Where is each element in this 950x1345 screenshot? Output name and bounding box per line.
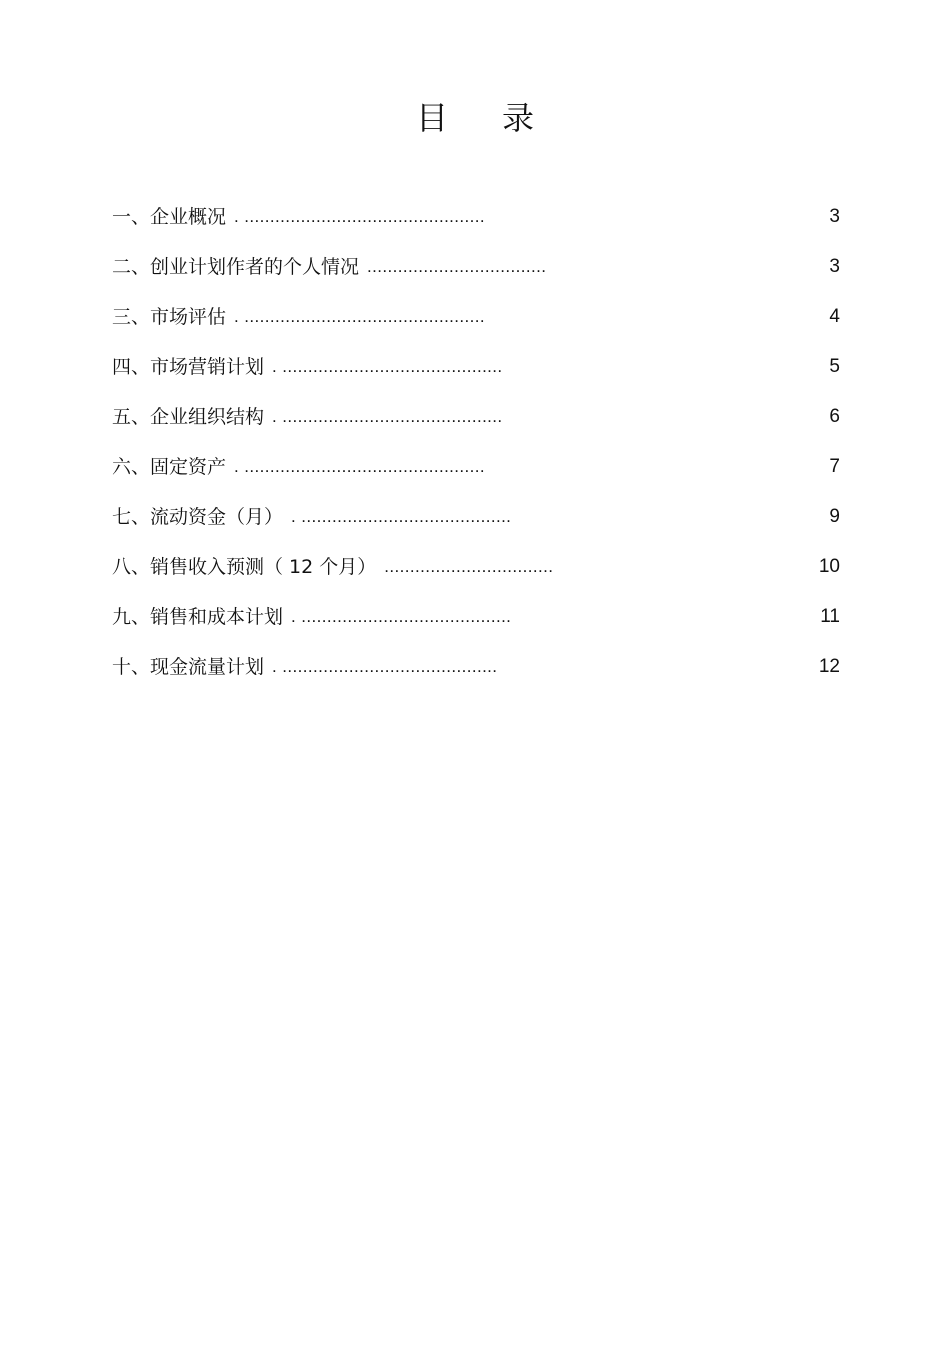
toc-entry-10[interactable]: [112, 650, 840, 700]
toc-entry-label: 十、现金流量计划: [112, 656, 265, 678]
toc-dot-leader: . ...............................................: [234, 457, 486, 476]
toc-page-number: 5: [829, 356, 840, 377]
toc-dot-leader: . ...............................................: [234, 207, 486, 226]
title-char-2: 录: [502, 99, 535, 137]
toc-page-number: 3: [829, 206, 840, 227]
toc-page-number: 10: [818, 556, 840, 577]
toc-entry-label: 七、流动资金（月）: [112, 506, 284, 528]
page-title: [0, 96, 950, 140]
toc-entry-label: 九、销售和成本计划: [112, 606, 284, 628]
toc-entry-3[interactable]: [112, 300, 840, 350]
toc-entry-9[interactable]: [112, 600, 840, 650]
title-char-1: 目: [415, 99, 448, 137]
toc-dot-leader: . ...............................................: [234, 307, 486, 326]
toc-dot-leader: . .........................................: [291, 607, 512, 626]
toc-entry-label: 六、固定资产: [112, 456, 227, 478]
toc-entry-8[interactable]: [112, 550, 840, 600]
toc-dot-leader: . .........................................: [291, 507, 512, 526]
toc-dot-leader: . ..........................................: [272, 657, 498, 676]
toc-entry-6[interactable]: [112, 450, 840, 500]
toc-entry-1[interactable]: [112, 200, 840, 250]
toc-page-number: 6: [829, 406, 840, 427]
toc-page-number: 9: [829, 506, 840, 527]
toc-page-number: 3: [829, 256, 840, 277]
toc-page-number: 11: [820, 606, 840, 627]
toc-page-number: 7: [829, 456, 840, 477]
toc-entry-label: 三、市场评估: [112, 306, 227, 328]
toc-entry-label: 八、销售收入预测（ 12 个月）: [112, 556, 377, 578]
toc-entry-2[interactable]: [112, 250, 840, 300]
table-of-contents: [112, 200, 840, 700]
toc-dot-leader: .................................: [384, 557, 554, 576]
toc-page-number: 12: [818, 656, 840, 677]
toc-page-number: 4: [829, 306, 840, 327]
toc-entry-4[interactable]: [112, 350, 840, 400]
toc-entry-7[interactable]: [112, 500, 840, 550]
toc-entry-label: 五、企业组织结构: [112, 406, 265, 428]
toc-dot-leader: . ...........................................: [272, 407, 503, 426]
toc-dot-leader: . ...........................................: [272, 357, 503, 376]
toc-entry-5[interactable]: [112, 400, 840, 450]
toc-entry-label: 四、市场营销计划: [112, 356, 265, 378]
toc-entry-label: 二、创业计划作者的个人情况: [112, 256, 360, 278]
toc-dot-leader: ...................................: [367, 257, 547, 276]
toc-entry-label: 一、企业概况: [112, 206, 227, 228]
